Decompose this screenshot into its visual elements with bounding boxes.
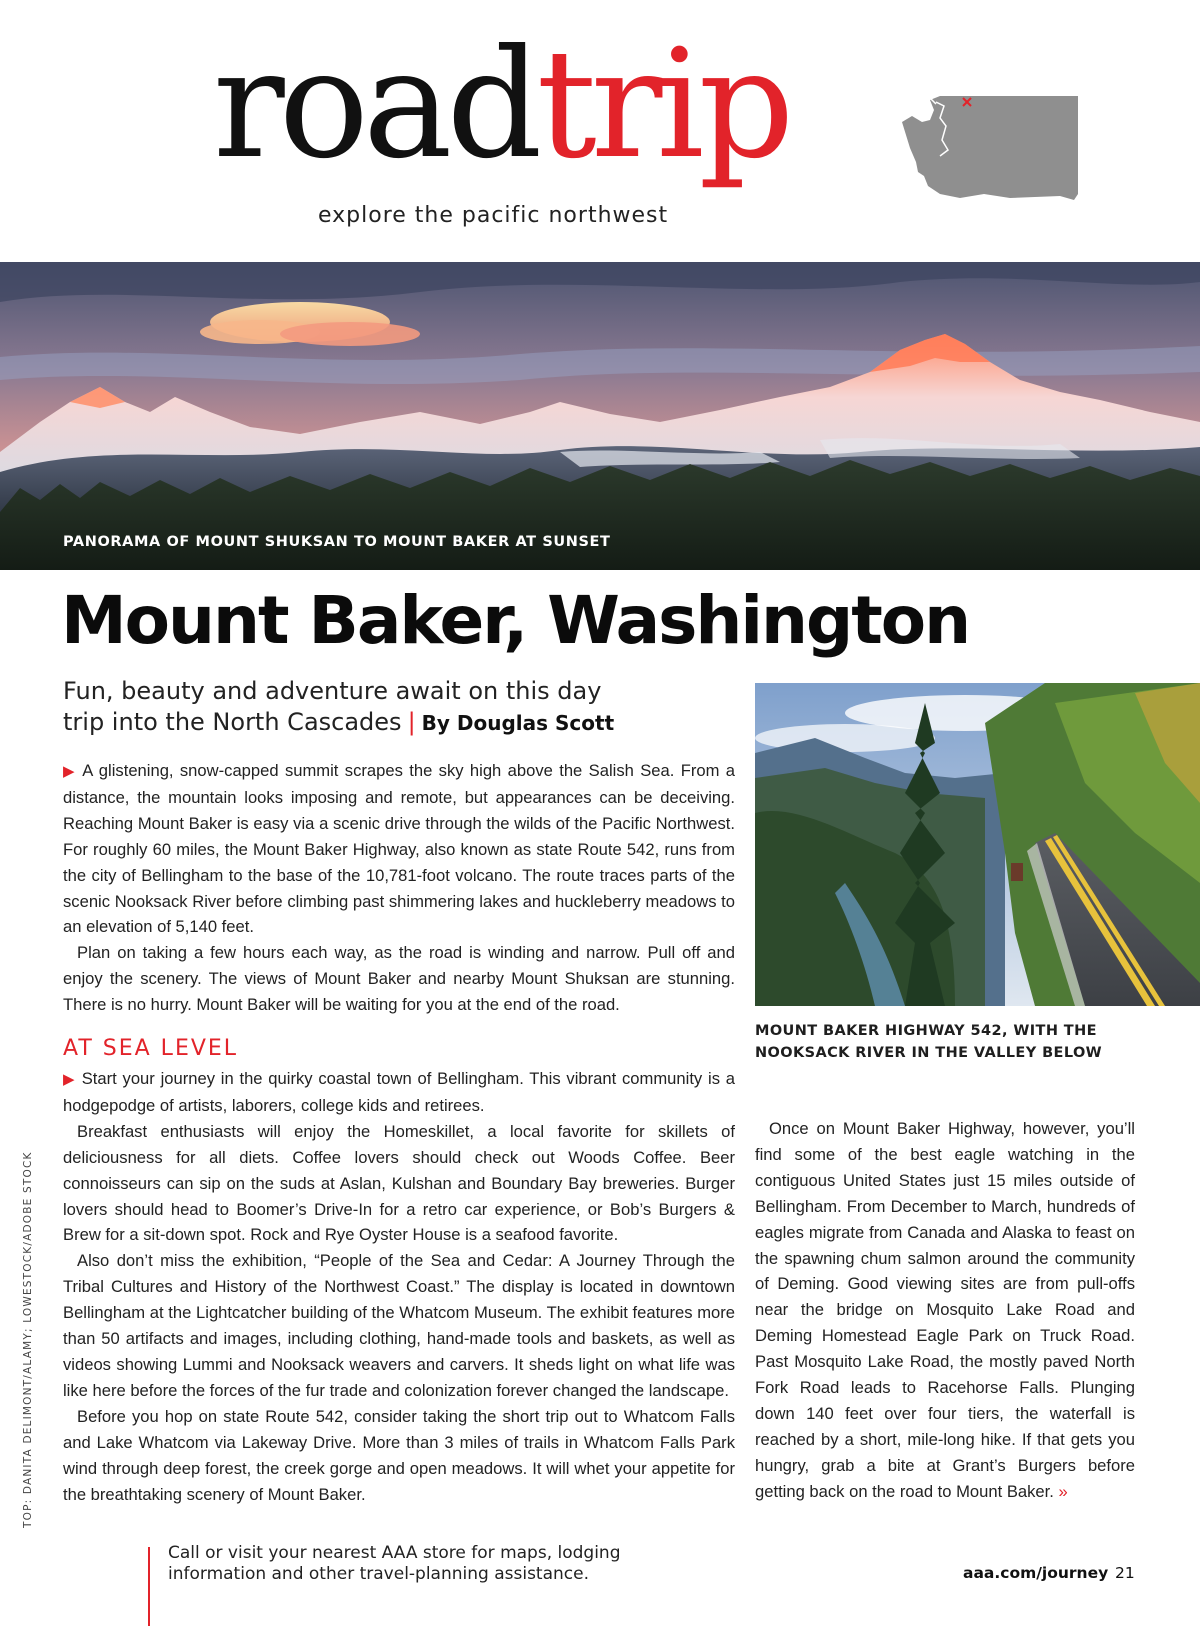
article-title: Mount Baker, Washington: [61, 582, 970, 659]
logo-trip-word: trip: [536, 18, 789, 192]
highway-photo: [755, 683, 1200, 1006]
logo-road-word: road: [213, 18, 537, 192]
section-paragraph: Also don’t miss the exhibition, “People of the Sea and Cedar: A Journey Through the Tribal Cultures and History of the Northwest Coast.” The display is located in downtown Bellingham at the Lightcatcher building of the Whatcom Museum. The exhibit features more than 50 artifacts and images, including clothing, hand-made tools and baskets, as well as videos showing Lummi and Nooksack weavers and carvers. It sheds light on what life was like here before the forces of the fur trade and colonization forever changed the landscape.: [63, 1251, 735, 1400]
article-byline: By Douglas Scott: [421, 711, 615, 735]
article-deck: [63, 676, 743, 739]
footer-rule: [148, 1547, 150, 1626]
deck-separator: |: [407, 708, 416, 736]
highway-photo-caption: MOUNT BAKER HIGHWAY 542, WITH THE NOOKSACK RIVER IN THE VALLEY BELOW: [755, 1023, 1103, 1061]
intro-text: [63, 758, 735, 1018]
intro-paragraph: Plan on taking a few hours each way, as the road is winding and narrow. Pull off and enjoy the scenery. The views of Mount Baker and nearby Mount Shuksan are stunning. There is no hurry. Mount Baker will be waiting for you at the end of the road.: [63, 943, 735, 1015]
footer-note: Call or visit your nearest AAA store for maps, lodging information and other travel-planning assistance.: [168, 1543, 621, 1584]
page-number: 21: [1115, 1564, 1135, 1582]
panorama-photo: [0, 262, 1200, 570]
section-text: [63, 1066, 735, 1507]
intro-paragraph: ▶ A glistening, snow-capped summit scrapes the sky high above the Salish Sea. From a distance, the mountain looks imposing and remote, but appearances can be deceiving. Reaching Mount Baker is easy via a scenic drive through the wilds of the Pacific Northwest. For roughly 60 miles, the Mount Baker Highway, also known as state Route 542, runs from the city of Bellingham to the base of the 10,781-foot volcano. The route traces parts of the scenic Nooksack River before climbing past shimmering lakes and huckleberry meadows to an elevation of 5,140 feet.: [63, 761, 735, 937]
right-column-paragraph: Once on Mount Baker Highway, however, you’ll find some of the best eagle watching in the contiguous United States just 15 miles outside of Bellingham. From December to March, hundreds of eagles migrate from Canada and Alaska to feast on the spawning chum salmon around the community of Deming. Good viewing sites are from pull-offs near the bridge on Mosquito Lake Road and Deming Homestead Eagle Park on Truck Road. Past Mosquito Lake Road, the mostly paved North Fork Road leads to Racehorse Falls. Plunging down 140 feet over four tiers, the waterfall is reached by a short, mile-long hike. If that gets you hungry, grab a bite at Grant’s Burgers before getting back on the road to Mount Baker. »: [755, 1119, 1135, 1501]
masthead-tagline: explore the pacific northwest: [318, 203, 669, 228]
section-paragraph: Breakfast enthusiasts will enjoy the Homeskillet, a local favorite for skillets of deliciousness for all diets. Coffee lovers should check out Woods Coffee. Beer connoisseurs can sip on the suds at Aslan, Kulshan and Boundary Bay breweries. Burger lovers should head to Boomer’s Drive-In for a retro car experience, or Bob’s Burgers & Brew for a sit-down spot. Rock and Rye Oyster House is a seafood favorite.: [63, 1121, 735, 1245]
section-heading: AT SEA LEVEL: [63, 1036, 239, 1061]
section-paragraph: Before you hop on state Route 542, consider taking the short trip out to Whatcom Falls and Lake Whatcom via Lakeway Drive. More than 3 miles of trails in Whatcom Falls Park wind through deep forest, the creek gorge and open meadows. It will whet your appetite for the breathtaking scenery of Mount Baker.: [63, 1406, 735, 1504]
paragraph-marker-icon: ▶: [63, 763, 77, 780]
roadtrip-logo: [213, 18, 789, 192]
washington-state-map-icon: [900, 96, 1080, 212]
paragraph-marker-icon: ▶: [63, 1071, 76, 1088]
end-mark-icon: »: [1058, 1481, 1068, 1501]
masthead: [0, 0, 1200, 262]
section-paragraph: ▶ Start your journey in the quirky coastal town of Bellingham. This vibrant community is a hodgepodge of artists, laborers, college kids and retirees.: [63, 1069, 735, 1115]
panorama-caption: PANORAMA OF MOUNT SHUKSAN TO MOUNT BAKER AT SUNSET: [63, 534, 611, 550]
right-column-text: [755, 1116, 1135, 1505]
deck-line-2: trip into the North Cascades: [63, 708, 402, 736]
footer-url[interactable]: aaa.com/journey: [963, 1564, 1109, 1582]
photo-credit: TOP: DANITA DELIMONT/ALAMY; LOWESTOCK/ADOBE STOCK: [22, 1151, 34, 1528]
deck-line-1: Fun, beauty and adventure await on this day: [63, 677, 602, 705]
